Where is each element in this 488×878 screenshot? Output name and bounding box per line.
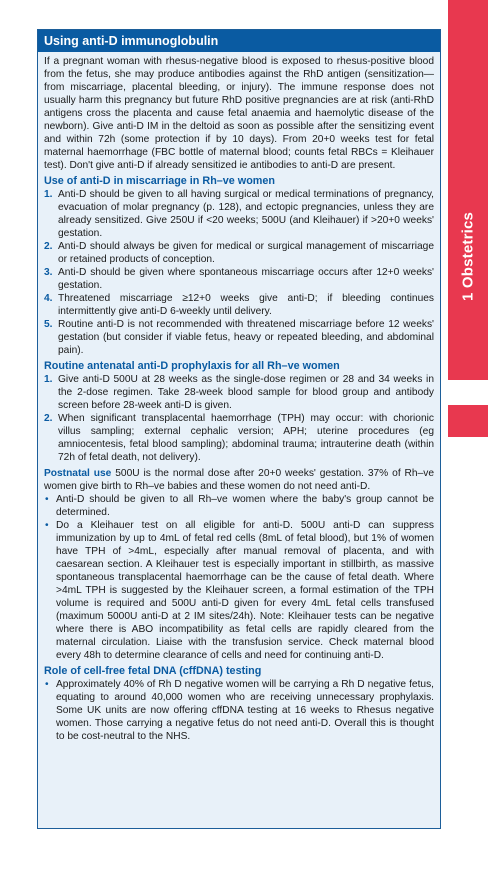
postnatal-paragraph	[44, 467, 434, 493]
list-item: Anti-D should always be given for medical or surgical management of miscarriage or retained products of conception.	[58, 241, 434, 265]
postnatal-lead: 500U is the normal dose after 20+0 weeks' gestation. 37% of Rh–ve women give birth to Rh–ve babies and these women do not need anti-D.	[44, 468, 434, 492]
postnatal-list	[44, 493, 434, 662]
chapter-tab-top	[448, 0, 488, 380]
list-item: Threatened miscarriage ≥12+0 weeks give anti-D; if bleeding continues intermittently give anti-D 6-weekly until delivery.	[58, 293, 434, 317]
list-item: • Do a Kleihauer test on all eligible for anti-D. 500U anti-D can suppress immunization by up to 4mL of fetal red cells (8mL of fetal blood), but 1% of women have TPH of >4mL, especially after manual removal of placenta, and with caesarean section. A Kleihauer test is especially important in stillbirth, as massive spontaneous transplacental haemorrhage can be the cause of fetal death. Where >4mL TPH is suggested by the Kleihauer screen, a formal estimation of the TPH volume is required and 500U anti-D given for every 4mL fetal cells transfused (maximum 5000U anti-D at 2 IM sites/24h). Note: Kleihauer tests can be negative where there is ABO incompatibility as fetal cells are rapidly cleared from the maternal circulation. Liaise with the transfusion service. Check maternal blood every 48h to determine clearance of cells and need for continuing anti-D.	[56, 519, 434, 662]
section-heading-postnatal: Postnatal use	[44, 468, 112, 479]
intro-paragraph: If a pregnant woman with rhesus-negative blood is exposed to rhesus-positive blood from the fetus, she may produce antibodies against the RhD antigen (sensitization—from miscarriage, placental bleeding, or injury). The immune response does not usually harm this pregnancy but future RhD positive pregnancies are at risk (anti-RhD antigens cross the placenta and cause fetal anaemia and haemolytic disease of the newborn). Give anti-D IM in the deltoid as soon as possible after the sensitizing event and within 72h (some protection if by 10 days). From 20+0 weeks test for fetal maternal haemorrhage (FBC bottle of maternal blood; counts fetal RBCs = Kleihauer test). Don't give anti-D if already sensitized ie antibodies to anti-D are present.	[44, 56, 434, 171]
list-item: • Anti-D should be given to all Rh–ve women where the baby's group cannot be determined.	[56, 493, 434, 519]
section-heading-miscarriage: Use of anti-D in miscarriage in Rh–ve women	[44, 175, 275, 187]
section-heading-antenatal: Routine antenatal anti-D prophylaxis for all Rh–ve women	[44, 360, 340, 372]
list-item: • Approximately 40% of Rh D negative women will be carrying a Rh D negative fetus, equating to around 40,000 women who are receiving unnecessary prophylaxis. Some UK units are now offering cffDNA testing at 16 weeks to Rhesus negative women. Those carrying a negative fetus do not need anti-D. Overall this is thought to be cost-neutral to the NHS.	[56, 678, 434, 743]
list-item: Anti-D should be given to all having surgical or medical terminations of pregnancy, evacuation of molar pregnancy (p. 128), and ectopic pregnancies, unless they are already sensitized. Give 250U if <20 weeks; 500U (and Kleihauer) if >20+0 weeks' gestation.	[58, 189, 434, 239]
box-content	[38, 52, 440, 743]
section-heading-cffdna: Role of cell-free fetal DNA (cffDNA) testing	[44, 665, 262, 677]
info-box	[37, 29, 441, 829]
antenatal-list	[44, 373, 434, 464]
list-item: When significant transplacental haemorrhage (TPH) may occur: with chorionic villus sampling; external cephalic version; APH; uterine procedures (eg amniocentesis, fetal blood sampling); abdominal trauma; intrauterine death (within 72h of fetal death, not delivery).	[58, 413, 434, 463]
miscarriage-list	[44, 188, 434, 357]
chapter-tab-label: 1 Obstetrics	[459, 211, 477, 301]
list-item: Give anti-D 500U at 28 weeks as the single-dose regimen or 28 and 34 weeks in the 2-dose regimen. Take 28-week blood sample for blood group and antibody screen before 28-week anti-D is given.	[58, 374, 434, 411]
cffdna-list	[44, 678, 434, 743]
chapter-tab	[448, 0, 488, 878]
box-title: Using anti-D immunoglobulin	[38, 30, 440, 52]
list-item: Anti-D should be given where spontaneous miscarriage occurs after 12+0 weeks' gestation.	[58, 267, 434, 291]
list-item: Routine anti-D is not recommended with threatened miscarriage before 12 weeks' gestation (but consider if viable fetus, heavy or repeated bleeding, and abdominal pain).	[58, 319, 434, 356]
chapter-tab-marker	[448, 405, 488, 437]
